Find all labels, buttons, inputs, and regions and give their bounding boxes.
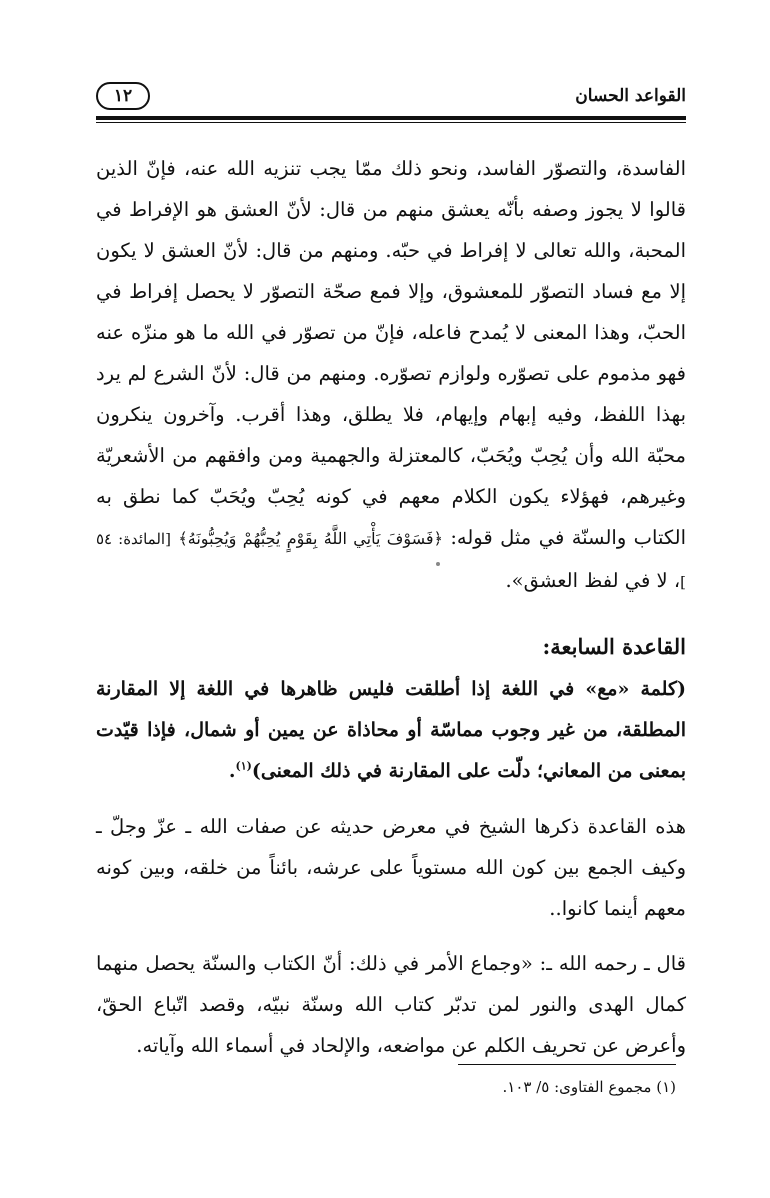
paragraph-intro-text: الفاسدة، والتصوّر الفاسد، ونحو ذلك ممّا يجب تنزيه الله عنه، فإنّ الذين قالوا لا يجوز وصفه بأنّه يعشق منهم من قال: لأنّ العشق هو الإفراط في المحبة، والله تعالى لا إفراط في حبّه. ومنهم من قال: لأنّ العشق لا يكون إلا مع فساد التصوّر للمعشوق، وإلا فمع صحّة التصوّر لا يحصل إفراط في الحبّ، وهذا المعنى لا يُمدح فاعله، فإنّ من تصوّر في الله ما هو منزّه عنه فهو مذموم على تصوّره ولوازم تصوّره. ومنهم من قال: لأنّ الشرع لم يرد بهذا اللفظ، وفيه إبهام وإيهام، فلا يطلق، وهذا أقرب. وآخرون ينكرون محبّة الله وأن يُحِبّ ويُحَبّ، كالمعتزلة والجهمية ومن وافقهم من الأشعريّة وغيرهم، فهؤلاء يكون الكلام معهم في كونه يُحِبّ ويُحَبّ كما نطق به الكتاب والسنّة في مثل قوله:	[96, 157, 686, 549]
header-rule-thin	[96, 122, 686, 123]
running-title: القواعد الحسان	[575, 86, 686, 106]
body-text	[96, 148, 686, 1066]
footnote-marker: (١)	[235, 759, 252, 773]
paragraph-quote: قال ـ رحمه الله ـ: «وجماع الأمر في ذلك: أنّ الكتاب والسنّة يحصل منهما كمال الهدى والنور لمن تدبّر كتاب الله وسنّة نبيّه، وقصد اتّباع الحقّ، وأعرض عن تحريف الكلم عن مواضعه، والإلحاد في أسماء الله وآياته.	[96, 952, 686, 1057]
verse-reference: [المائدة: ٥٤ ]	[96, 530, 686, 591]
paragraph-explanation: هذه القاعدة ذكرها الشيخ في معرض حديثه عن صفات الله ـ عزّ وجلّ ـ وكيف الجمع بين كون الله مستوياً على عرشه، بائناً من خلقه، وبين كونه معهم أينما كانوا..	[96, 815, 686, 920]
paragraph-intro	[96, 148, 686, 603]
footnote-separator	[458, 1064, 676, 1065]
rule-statement	[96, 669, 686, 792]
section-heading: القاعدة السابعة:	[542, 634, 686, 659]
page-header	[96, 80, 686, 114]
rule-statement-end: .	[228, 760, 236, 782]
footnote: (١) مجموع الفتاوى: ٥/ ١٠٣.	[502, 1078, 676, 1096]
decorative-dot	[436, 562, 440, 566]
header-rule-thick	[96, 116, 686, 120]
verse-tail: ، لا في لفظ العشق».	[505, 569, 681, 592]
quran-verse: ﴿فَسَوْفَ يَأْتِي اللَّهُ بِقَوْمٍ يُحِبُّهُمْ وَيُحِبُّونَهُ﴾	[178, 529, 443, 548]
rule-statement-text: (كلمة «مع» في اللغة إذا أطلقت فليس ظاهرها في اللغة إلا المقارنة المطلقة، من غير وجوب مماسّة أو محاذاة عن يمين أو شمال، فإذا قيّدت بمعنى من المعاني؛ دلّت على المقارنة في ذلك المعنى)	[96, 678, 686, 782]
page-number-badge: ١٢	[96, 82, 150, 110]
